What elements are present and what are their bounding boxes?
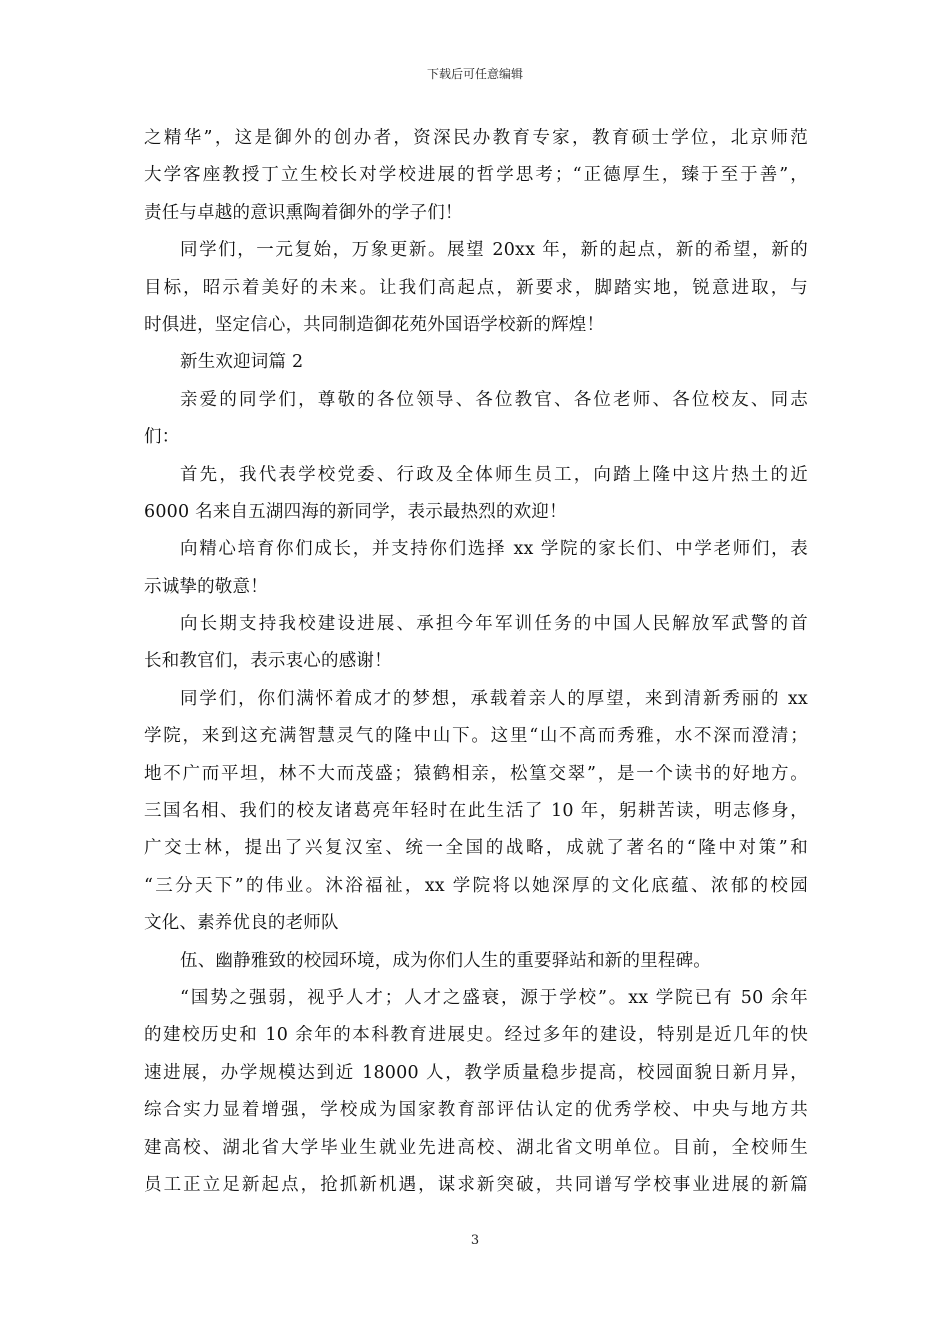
text-line: 同学们，一元复始，万象更新。展望 20xx 年，新的起点，新的希望，新的: [180, 240, 808, 261]
text-line: 目标，昭示着美好的未来。让我们高起点，新要求，脚踏实地，锐意进取，与: [144, 277, 808, 298]
text-line: “国势之强弱，视乎人才；人才之盛衰，源于学校”。xx 学院已有 50 余年: [180, 987, 808, 1008]
text-line: 地不广而平坦，林不大而茂盛；猿鹤相亲，松篁交翠”，是一个读书的好地方。: [144, 763, 808, 784]
text-line: 同学们，你们满怀着成才的梦想，承载着亲人的厚望，来到清新秀丽的 xx: [180, 688, 808, 709]
text-line: 长和教官们，表示衷心的感谢！: [144, 651, 392, 672]
text-line: 之精华”，这是御外的创办者，资深民办教育专家，教育硕士学位，北京师范: [144, 128, 808, 148]
page-header-note: 下载后可任意编辑: [426, 67, 523, 81]
text-line: 三国名相、我们的校友诸葛亮年轻时在此生活了 10 年，躬耕苦读，明志修身，: [144, 801, 808, 822]
text-line: 新生欢迎词篇 2: [180, 352, 304, 373]
text-line: 亲爱的同学们，尊敬的各位领导、各位教官、各位老师、各位校友、同志: [180, 389, 808, 410]
text-line: 伍、幽静雅致的校园环境，成为你们人生的重要驿站和新的里程碑。: [180, 950, 711, 971]
text-line: 的建校历史和 10 余年的本科教育进展史。经过多年的建设，特别是近几年的快: [144, 1025, 808, 1046]
text-line: 建高校、湖北省大学毕业生就业先进高校、湖北省文明单位。目前，全校师生: [144, 1137, 808, 1158]
text-line: 速进展，办学规模达到近 18000 人，教学质量稳步提高，校园面貌日新月异，: [144, 1062, 808, 1083]
text-line: 首先，我代表学校党委、行政及全体师生员工，向踏上隆中这片热土的近: [180, 464, 808, 485]
text-line: 们：: [144, 427, 180, 448]
text-line: 员工正立足新起点，抢抓新机遇，谋求新突破，共同谱写学校事业进展的新篇: [144, 1174, 808, 1195]
text-line: 示诚挚的敬意！: [144, 576, 268, 597]
text-line: 大学客座教授丁立生校长对学校进展的哲学思考；“正德厚生，臻于至于善”，: [144, 165, 808, 186]
text-line: 学院，来到这充满智慧灵气的隆中山下。这里“山不高而秀雅，水不深而澄清；: [144, 726, 808, 747]
document-body: [144, 120, 808, 1204]
text-line: “三分天下”的伟业。沐浴福祉，xx 学院将以她深厚的文化底蕴、浓郁的校园: [144, 875, 808, 896]
text-line: 向长期支持我校建设进展、承担今年军训任务的中国人民解放军武警的首: [180, 614, 808, 635]
text-line: 时俱进，坚定信心，共同制造御花苑外国语学校新的辉煌！: [144, 314, 605, 335]
page-number: 3: [470, 1233, 480, 1248]
text-line: 广交士林，提出了兴复汉室、统一全国的战略，成就了著名的“隆中对策”和: [144, 838, 808, 859]
text-line: 责任与卓越的意识熏陶着御外的学子们！: [144, 202, 463, 223]
text-line: 综合实力显着增强，学校成为国家教育部评估认定的优秀学校、中央与地方共: [144, 1100, 808, 1121]
text-line: 6000 名来自五湖四海的新同学，表示最热烈的欢迎！: [144, 501, 567, 522]
text-line: 文化、素养优良的老师队: [144, 913, 339, 934]
text-line: 向精心培育你们成长，并支持你们选择 xx 学院的家长们、中学老师们，表: [180, 539, 808, 560]
